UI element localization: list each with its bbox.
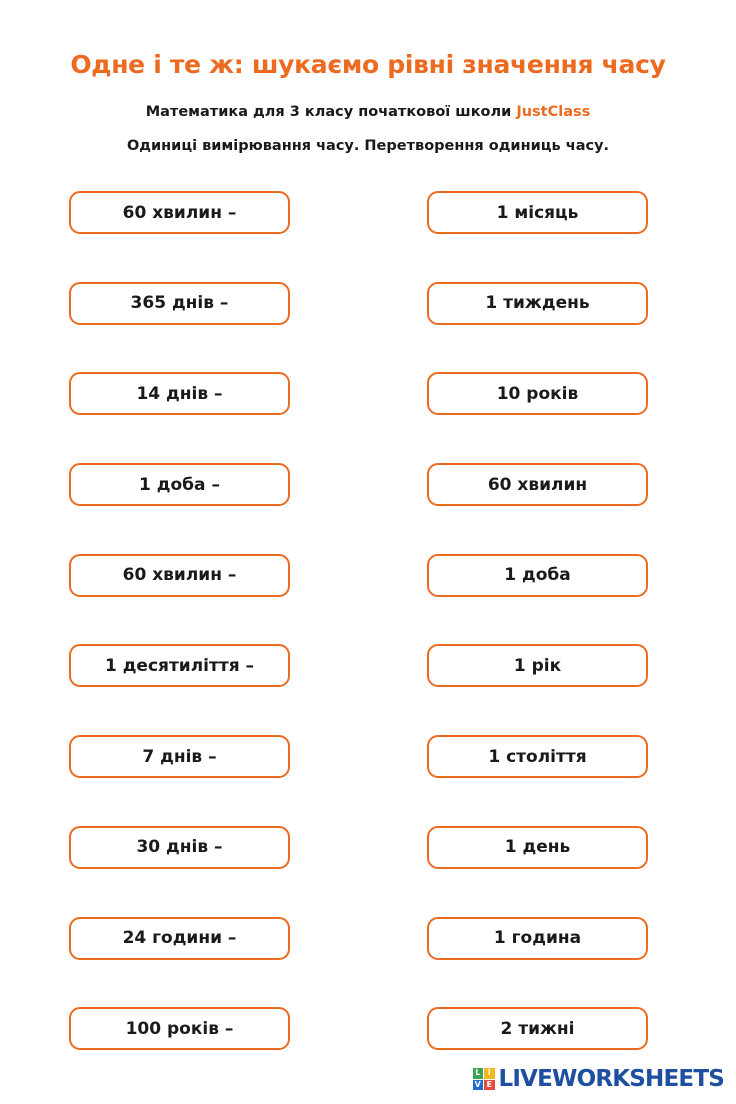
right-item[interactable]: 1 місяць	[427, 191, 648, 234]
logo-tile: V	[473, 1080, 484, 1091]
logo-tile: E	[484, 1080, 495, 1091]
right-item[interactable]: 1 година	[427, 917, 648, 960]
worksheet-topic: Одиниці вимірювання часу. Перетворення одиниць часу.	[126, 138, 610, 154]
logo-tile: I	[484, 1068, 495, 1079]
right-item[interactable]: 60 хвилин	[427, 463, 648, 506]
right-item[interactable]: 2 тижні	[427, 1007, 648, 1050]
left-column	[69, 191, 290, 1098]
left-item[interactable]: 100 років –	[69, 1007, 290, 1050]
left-item[interactable]: 7 днів –	[69, 735, 290, 778]
worksheet-subtitle	[0, 104, 736, 120]
subtitle-text: Математика для 3 класу початкової школи	[145, 104, 517, 120]
left-item[interactable]: 60 хвилин –	[69, 554, 290, 597]
right-column	[427, 191, 648, 1098]
liveworksheets-logo	[473, 1064, 724, 1094]
brand-name: JustClass	[516, 104, 591, 120]
right-item[interactable]: 1 століття	[427, 735, 648, 778]
worksheet-title: Одне і те ж: шукаємо рівні значення часу	[70, 50, 666, 79]
right-item[interactable]: 1 доба	[427, 554, 648, 597]
left-item[interactable]: 30 днів –	[69, 826, 290, 869]
left-item[interactable]: 365 днів –	[69, 282, 290, 325]
logo-text: LIVEWORKSHEETS	[498, 1066, 724, 1092]
logo-mark-icon	[473, 1068, 495, 1090]
right-item[interactable]: 1 рік	[427, 644, 648, 687]
right-item[interactable]: 1 день	[427, 826, 648, 869]
left-item[interactable]: 1 доба –	[69, 463, 290, 506]
right-item[interactable]: 1 тиждень	[427, 282, 648, 325]
left-item[interactable]: 1 десятиліття –	[69, 644, 290, 687]
right-item[interactable]: 10 років	[427, 372, 648, 415]
logo-tile: L	[473, 1068, 484, 1079]
left-item[interactable]: 24 години –	[69, 917, 290, 960]
left-item[interactable]: 60 хвилин –	[69, 191, 290, 234]
left-item[interactable]: 14 днів –	[69, 372, 290, 415]
